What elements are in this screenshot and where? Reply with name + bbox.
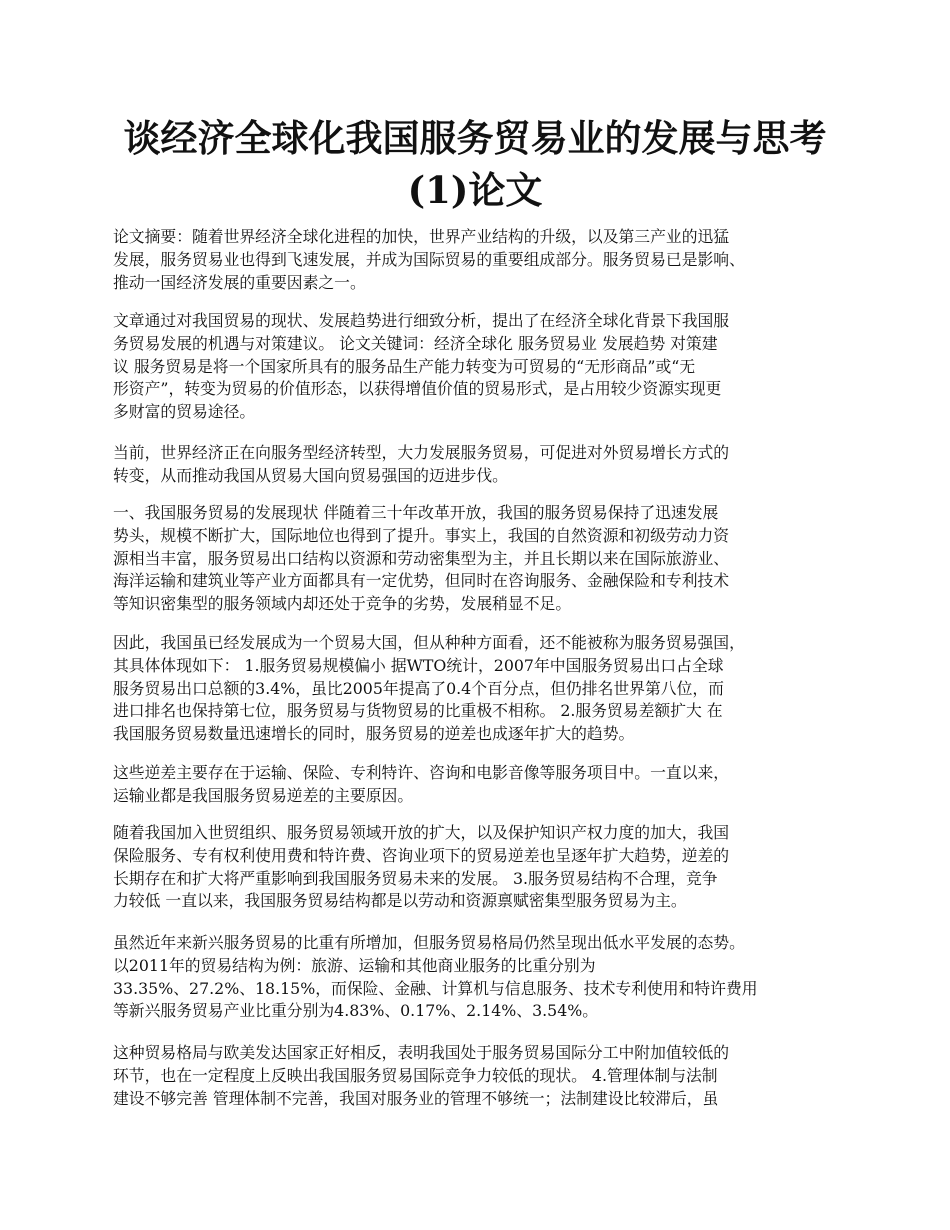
text-line: 源相当丰富，服务贸易出口结构以资源和劳动密集型为主，并且长期以来在国际旅游业、 xyxy=(113,548,730,568)
text-line: 长期存在和扩大将严重影响到我国服务贸易未来的发展。 3.服务贸易结构不合理，竞争 xyxy=(113,868,718,888)
text-line: 论文摘要：随着世界经济全球化进程的加快，世界产业结构的升级，以及第三产业的迅猛 xyxy=(113,227,730,246)
text-line: 文章通过对我国贸易的现状、发展趋势进行细致分析，提出了在经济全球化背景下我国服 xyxy=(113,311,730,330)
text-line: 建设不够完善 管理体制不完善，我国对服务业的管理不够统一；法制建设比较滞后，虽 xyxy=(113,1088,719,1108)
paragraph-status xyxy=(113,502,853,616)
text-line: 多财富的贸易途径。 xyxy=(113,402,256,422)
text-line: 其具体体现如下： 1.服务贸易规模偏小 据WTO统计，2007年中国服务贸易出口占全球 xyxy=(113,655,724,675)
paragraph-wto xyxy=(113,822,853,913)
text-line: 因此，我国虽已经发展成为一个贸易大国，但从种种方面看，还不能被称为服务贸易强国， xyxy=(113,633,745,652)
paragraph-deficit xyxy=(113,762,853,808)
text-line: 进口排名也保持第七位，服务贸易与货物贸易的比重极不相称。 2.服务贸易差额扩大 在 xyxy=(113,701,723,721)
text-line: 转变，从而推动我国从贸易大国向贸易强国的迈进步伐。 xyxy=(113,465,508,485)
text-line: 保险服务、专有权利使用费和特许费、咨询业项下的贸易逆差也呈逐年扩大趋势，逆差的 xyxy=(113,845,730,865)
text-line: 海洋运输和建筑业等产业方面都具有一定优势，但同时在咨询服务、金融保险和专利技术 xyxy=(113,571,730,591)
text-line: 这些逆差主要存在于运输、保险、专利特许、咨询和电影音像等服务项目中。一直以来， xyxy=(113,763,730,782)
text-line: 虽然近年来新兴服务贸易的比重有所增加，但服务贸易格局仍然呈现出低水平发展的态势。 xyxy=(113,933,745,952)
text-line: 我国服务贸易数量迅速增长的同时，服务贸易的逆差也成逐年扩大的趋势。 xyxy=(113,724,635,744)
text-line: 运输业都是我国服务贸易逆差的主要原因。 xyxy=(113,785,414,805)
text-line: 形资产”，转变为贸易的价值形态，以获得增值价值的贸易形式，是占用较少资源实现更 xyxy=(113,379,722,399)
text-line: 环节，也在一定程度上反映出我国服务贸易国际竞争力较低的现状。 4.管理体制与法制 xyxy=(113,1065,718,1085)
text-line: 发展，服务贸易业也得到飞速发展，并成为国际贸易的重要组成部分。服务贸易已是影响、 xyxy=(113,249,745,269)
paragraph-keywords xyxy=(113,310,853,424)
paragraph-current xyxy=(113,442,853,488)
text-line: 议 服务贸易是将一个国家所具有的服务品生产能力转变为可贸易的“无形商品”或“无 xyxy=(113,356,696,376)
paragraph-scale xyxy=(113,632,853,746)
title-line: (1)论文 xyxy=(407,168,543,212)
text-line: 当前，世界经济正在向服务型经济转型，大力发展服务贸易，可促进对外贸易增长方式的 xyxy=(113,443,730,462)
text-line: 势头，规模不断扩大，国际地位也得到了提升。事实上，我国的自然资源和初级劳动力资 xyxy=(113,525,730,545)
text-line: 推动一国经济发展的重要因素之一。 xyxy=(113,272,366,292)
text-line: 等知识密集型的服务领域内却还处于竞争的劣势，发展稍显不足。 xyxy=(113,594,572,614)
text-line: 这种贸易格局与欧美发达国家正好相反，表明我国处于服务贸易国际分工中附加值较低的 xyxy=(113,1043,730,1062)
paragraph-structure xyxy=(113,932,853,1023)
text-line: 力较低 一直以来，我国服务贸易结构都是以劳动和资源禀赋密集型服务贸易为主。 xyxy=(113,891,687,911)
text-line: 服务贸易出口总额的3.4%，虽比2005年提高了0.4个百分点，但仍排名世界第八位，而 xyxy=(113,678,724,698)
text-line: 等新兴服务贸易产业比重分别为4.83%、0.17%、2.14%、3.54%。 xyxy=(113,1001,599,1021)
text-line: 一、我国服务贸易的发展现状 伴随着三十年改革开放，我国的服务贸易保持了迅速发展 xyxy=(113,503,719,522)
text-line: 务贸易发展的机遇与对策建议。 论文关键词：经济全球化 服务贸易业 发展趋势 对策建 xyxy=(113,333,718,353)
page-title xyxy=(60,112,890,216)
text-line: 随着我国加入世贸组织、服务贸易领域开放的扩大，以及保护知识产权力度的加大，我国 xyxy=(113,823,730,842)
paragraph-abstract xyxy=(113,226,853,294)
text-line: 以2011年的贸易结构为例：旅游、运输和其他商业服务的比重分别为 xyxy=(113,955,596,975)
paragraph-pattern xyxy=(113,1042,853,1110)
title-line: 谈经济全球化我国服务贸易业的发展与思考 xyxy=(123,116,827,160)
text-line: 33.35%、27.2%、18.15%，而保险、金融、计算机与信息服务、技术专利使用和特许费用 xyxy=(113,978,758,998)
